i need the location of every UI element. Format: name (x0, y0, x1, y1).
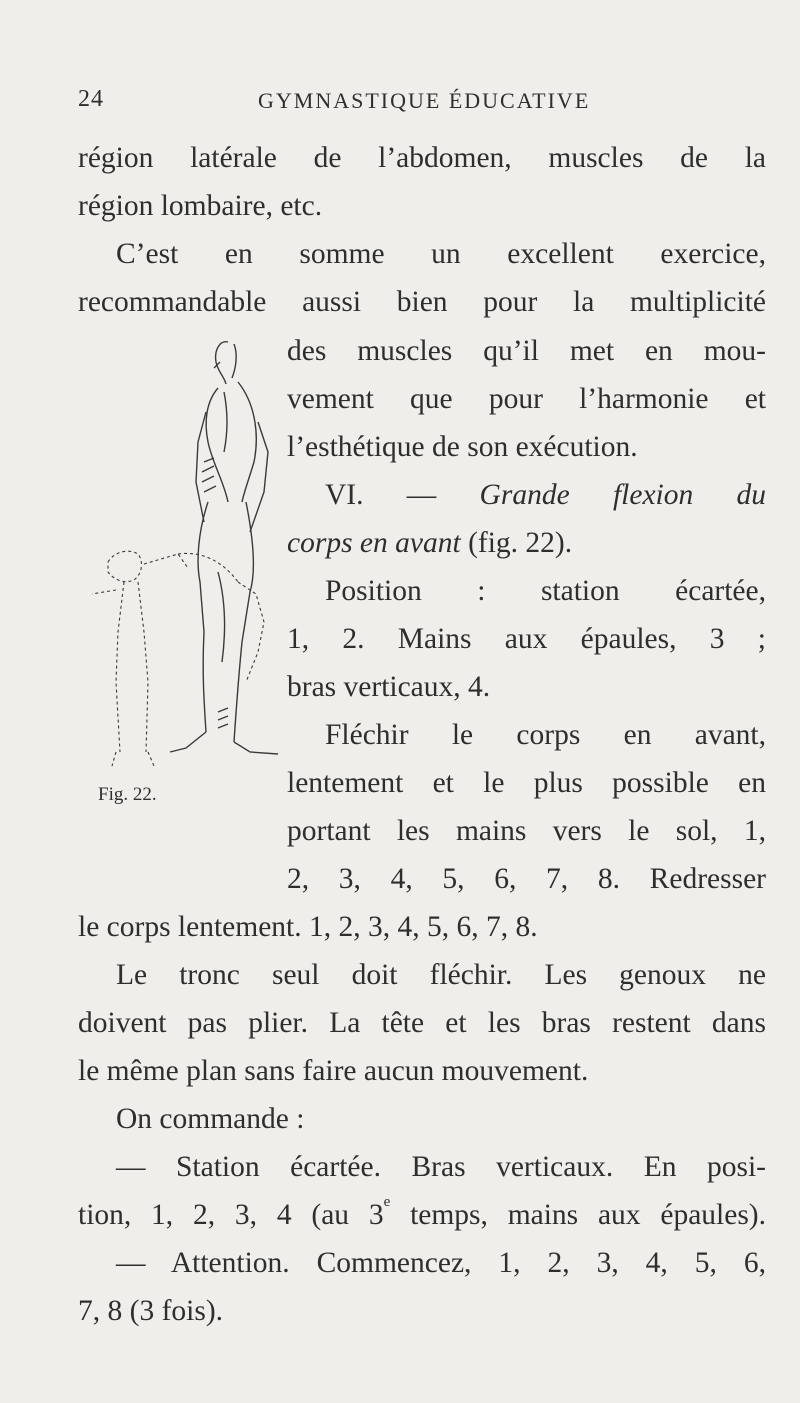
figure-caption: Fig. 22. (98, 784, 157, 805)
text-line: Le tronc seul doit fléchir. Les genoux ne (116, 959, 766, 991)
text-line: région lombaire, etc. (78, 190, 323, 222)
figure-reference: (fig. 22). (460, 527, 573, 559)
text-line: C’est en somme un excellent exercice, (116, 238, 766, 270)
text-line (287, 523, 766, 563)
text-line: 2, 3, 4, 5, 6, 7, 8. Redresser (287, 863, 766, 895)
section-title: Grande (479, 479, 570, 511)
running-title: GYMNASTIQUE ÉDUCATIVE (258, 88, 591, 113)
text-line: vement que pour l’harmonie et (287, 383, 766, 415)
text-line: 1, 2. Mains aux épaules, 3 ; (287, 623, 766, 655)
text-line: le même plan sans faire aucun mouvement. (78, 1055, 589, 1087)
section-title-end: corps en avant (287, 527, 461, 559)
figure-illustration (78, 332, 288, 782)
text-line: des muscles qu’il met en mou- (287, 335, 766, 367)
text-fragment: tion, 1, 2, 3, 4 (au 3 (78, 1199, 384, 1231)
text-line: Fléchir le corps en avant, (325, 719, 766, 751)
text-line: On commande : (116, 1103, 305, 1135)
section-title-cont: flexion du (612, 479, 766, 511)
page-header (78, 86, 768, 120)
text-line: lentement et le plus possible en (287, 767, 766, 799)
text-line: 7, 8 (3 fois). (78, 1295, 224, 1327)
section-numeral: VI. — (325, 479, 480, 511)
text-line: région latérale de l’abdomen, muscles de la (78, 142, 766, 174)
text-line: — Attention. Commencez, 1, 2, 3, 4, 5, 6, (116, 1247, 766, 1279)
text-line: portant les mains vers le sol, 1, (287, 815, 766, 847)
text-line: Position : station écartée, (325, 575, 766, 607)
text-fragment: temps, mains aux épaules). (410, 1199, 767, 1231)
text-line: l’esthétique de son exécution. (287, 431, 638, 463)
page-number: 24 (78, 86, 104, 112)
text-line (78, 1195, 766, 1235)
text-line: bras verticaux, 4. (287, 671, 491, 703)
section-heading-line (325, 475, 766, 515)
text-line: — Station écartée. Bras verticaux. En posi- (116, 1151, 766, 1183)
text-line: recommandable aussi bien pour la multiplicité (78, 286, 766, 318)
text-line: doivent pas plier. La tête et les bras restent dans (78, 1007, 766, 1039)
superscript: e (383, 1194, 391, 1210)
figure-22 (78, 332, 288, 805)
text-line: le corps lentement. 1, 2, 3, 4, 5, 6, 7, 8. (78, 911, 538, 943)
